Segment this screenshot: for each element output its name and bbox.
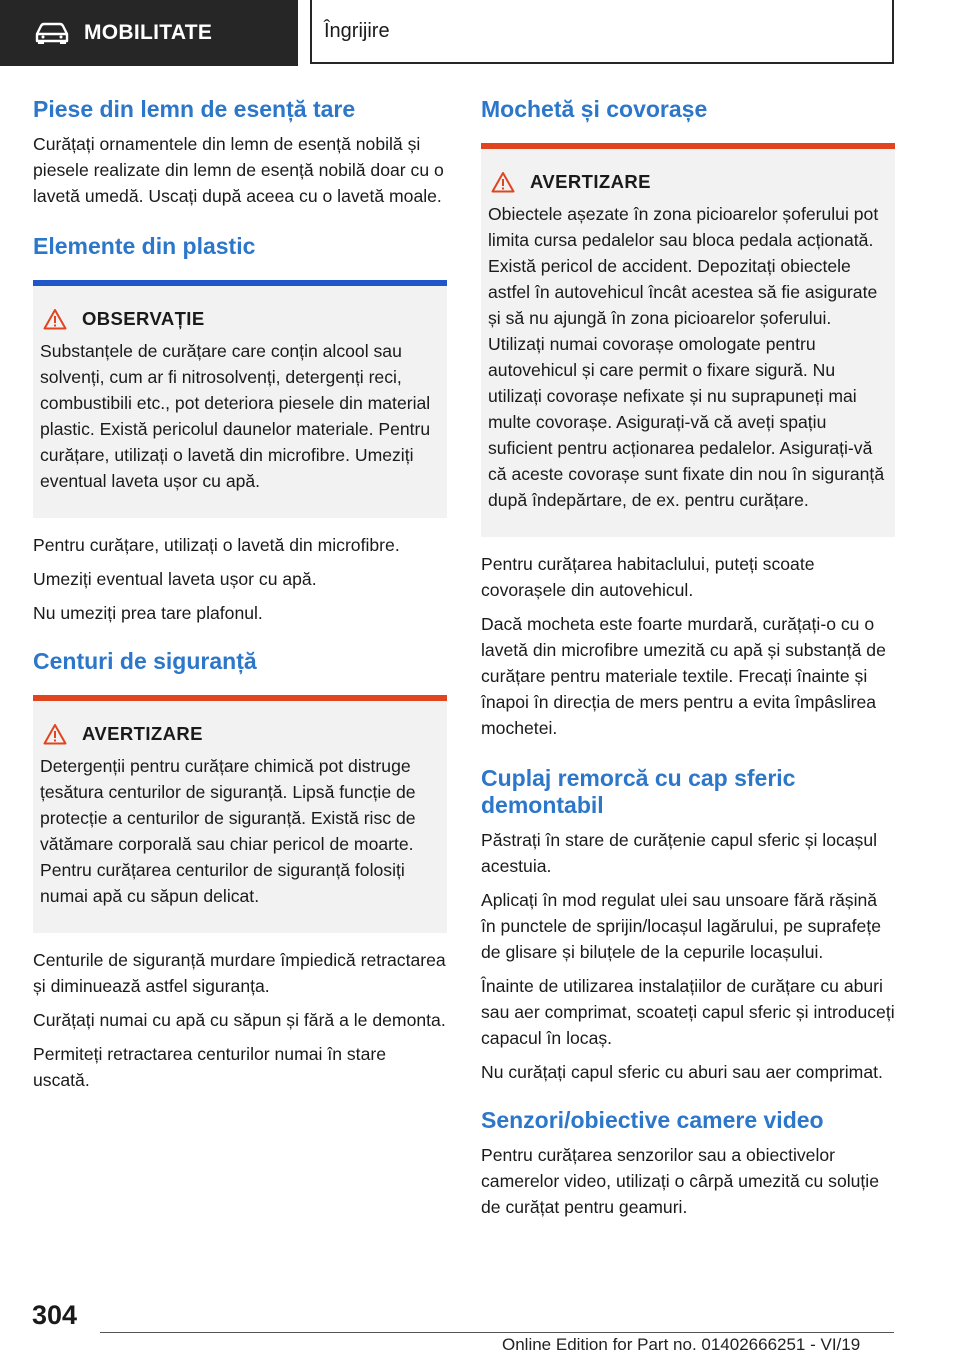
section-title: Îngrijire xyxy=(324,19,390,42)
chapter-tab xyxy=(0,0,298,66)
notice-box xyxy=(33,695,447,933)
heading-carpets: Mochetă și covorașe xyxy=(481,96,708,122)
notice-text: Substanțele de curățare care conțin alcool sau solvenți, cum ar fi nitrosolvenți, detergenți reci, combustibili etc., pot deteriora piesele din material plastic. Există pericolul daunelor materiale. Pentru curățare, utilizați o lavetă din microfibre. Umeziți eventual laveta ușor cu apă. xyxy=(40,341,431,491)
warning-triangle-icon xyxy=(43,308,67,330)
paragraph: Pentru curățarea senzorilor sau a obiectivelor camerelor video, utilizați o cârpă umezită cu soluție de curățat pentru geamuri. xyxy=(481,1145,879,1217)
page-number: 304 xyxy=(32,1300,78,1330)
right-column xyxy=(481,96,895,1220)
notice-box xyxy=(33,280,447,518)
heading-seatbelts: Centuri de siguranță xyxy=(33,648,257,674)
heading-plastic: Elemente din plastic xyxy=(33,233,256,259)
car-icon xyxy=(34,21,70,45)
paragraph: Aplicați în mod regulat ulei sau unsoare fără rășină în punctele de sprijin/locașul lagărului, pe suprafețe de glisare și biluțele de la cepurile locașului. xyxy=(481,890,882,962)
chapter-title: MOBILITATE xyxy=(84,21,213,44)
heading-towbar: Cuplaj remorcă cu cap sferic demontabil xyxy=(481,765,796,818)
notice-text: Obiectele așezate în zona picioarelor șoferului pot limita cursa pedalelor sau bloca pedala acționată. Există pericol de accident. Depozitați obiectele astfel în autovehicul încât acestea să fie asigurate și să nu ajungă în zona picioarelor șoferului. Utilizați numai covorașe omologate pentru autovehicul și care permit o fixare sigură. Nu utilizați covorașe nefixate și nu suprapuneți mai multe covorașe. Asigurați-vă că aveți spațiu suficient pentru acționarea pedalelor. Asigurați-vă că aceste covorașe sunt fixate din nou în siguranță după îndepărtare, de ex. pentru curățare. xyxy=(488,204,885,510)
paragraph: Curățați numai cu apă cu săpun și fără a le demonta. xyxy=(33,1010,446,1030)
paragraph: Păstrați în stare de curățenie capul sferic și locașul acestuia. xyxy=(481,830,878,876)
notice-text: Detergenții pentru curățare chimică pot distruge țesătura centurilor de siguranță. Lipsă funcție de protecție a centurilor de siguranță. Există risc de vătămare corporală sau chiar pericol de moarte. Pentru curățarea centurilor de siguranță folosiți numai apă cu săpun delicat. xyxy=(40,756,416,906)
paragraph: Pentru curățarea habitaclului, puteți scoate covorașele din autovehicul. xyxy=(481,554,815,600)
edition-text: Online Edition for Part no. 01402666251 - VI/19 xyxy=(502,1335,861,1354)
section-tab xyxy=(310,0,894,64)
notice-title: AVERTIZARE xyxy=(82,723,203,744)
left-column xyxy=(33,96,447,1093)
footer-divider xyxy=(100,1332,894,1333)
paragraph: Permiteți retractarea centurilor numai în stare uscată. xyxy=(33,1044,386,1090)
paragraph: Nu umeziți prea tare plafonul. xyxy=(33,603,263,623)
paragraph: Centurile de siguranță murdare împiedică retractarea și diminuează astfel siguranța. xyxy=(33,950,446,996)
page-header xyxy=(0,0,960,66)
paragraph: Dacă mocheta este foarte murdară, curățați-o cu o lavetă din microfibre umezită cu apă și substanță de curățare pentru materiale textile. Frecați înainte și înapoi în direcția de mers pentru a evita împâslirea mochetei. xyxy=(481,614,886,738)
paragraph: Umeziți eventual laveta ușor cu apă. xyxy=(33,569,317,589)
warning-triangle-icon xyxy=(43,723,67,745)
notice-title: OBSERVAȚIE xyxy=(82,308,205,329)
paragraph: Nu curățați capul sferic cu aburi sau aer comprimat. xyxy=(481,1062,883,1082)
warning-triangle-icon xyxy=(491,171,515,193)
heading-hardwood: Piese din lemn de esență tare xyxy=(33,96,356,122)
paragraph: Curățați ornamentele din lemn de esență nobilă și piesele realizate din lemn de esență nobilă doar cu o lavetă umedă. Uscați după aceea cu o lavetă moale. xyxy=(33,134,444,206)
paragraph: Înainte de utilizarea instalațiilor de curățare cu aburi sau aer comprimat, scoateți capul sferic și introduceți capacul în locaș. xyxy=(481,976,895,1048)
notice-box xyxy=(481,143,895,537)
paragraph: Pentru curățare, utilizați o lavetă din microfibre. xyxy=(33,535,400,555)
notice-title: AVERTIZARE xyxy=(530,171,651,192)
heading-sensors: Senzori/obiective camere video xyxy=(481,1107,824,1133)
